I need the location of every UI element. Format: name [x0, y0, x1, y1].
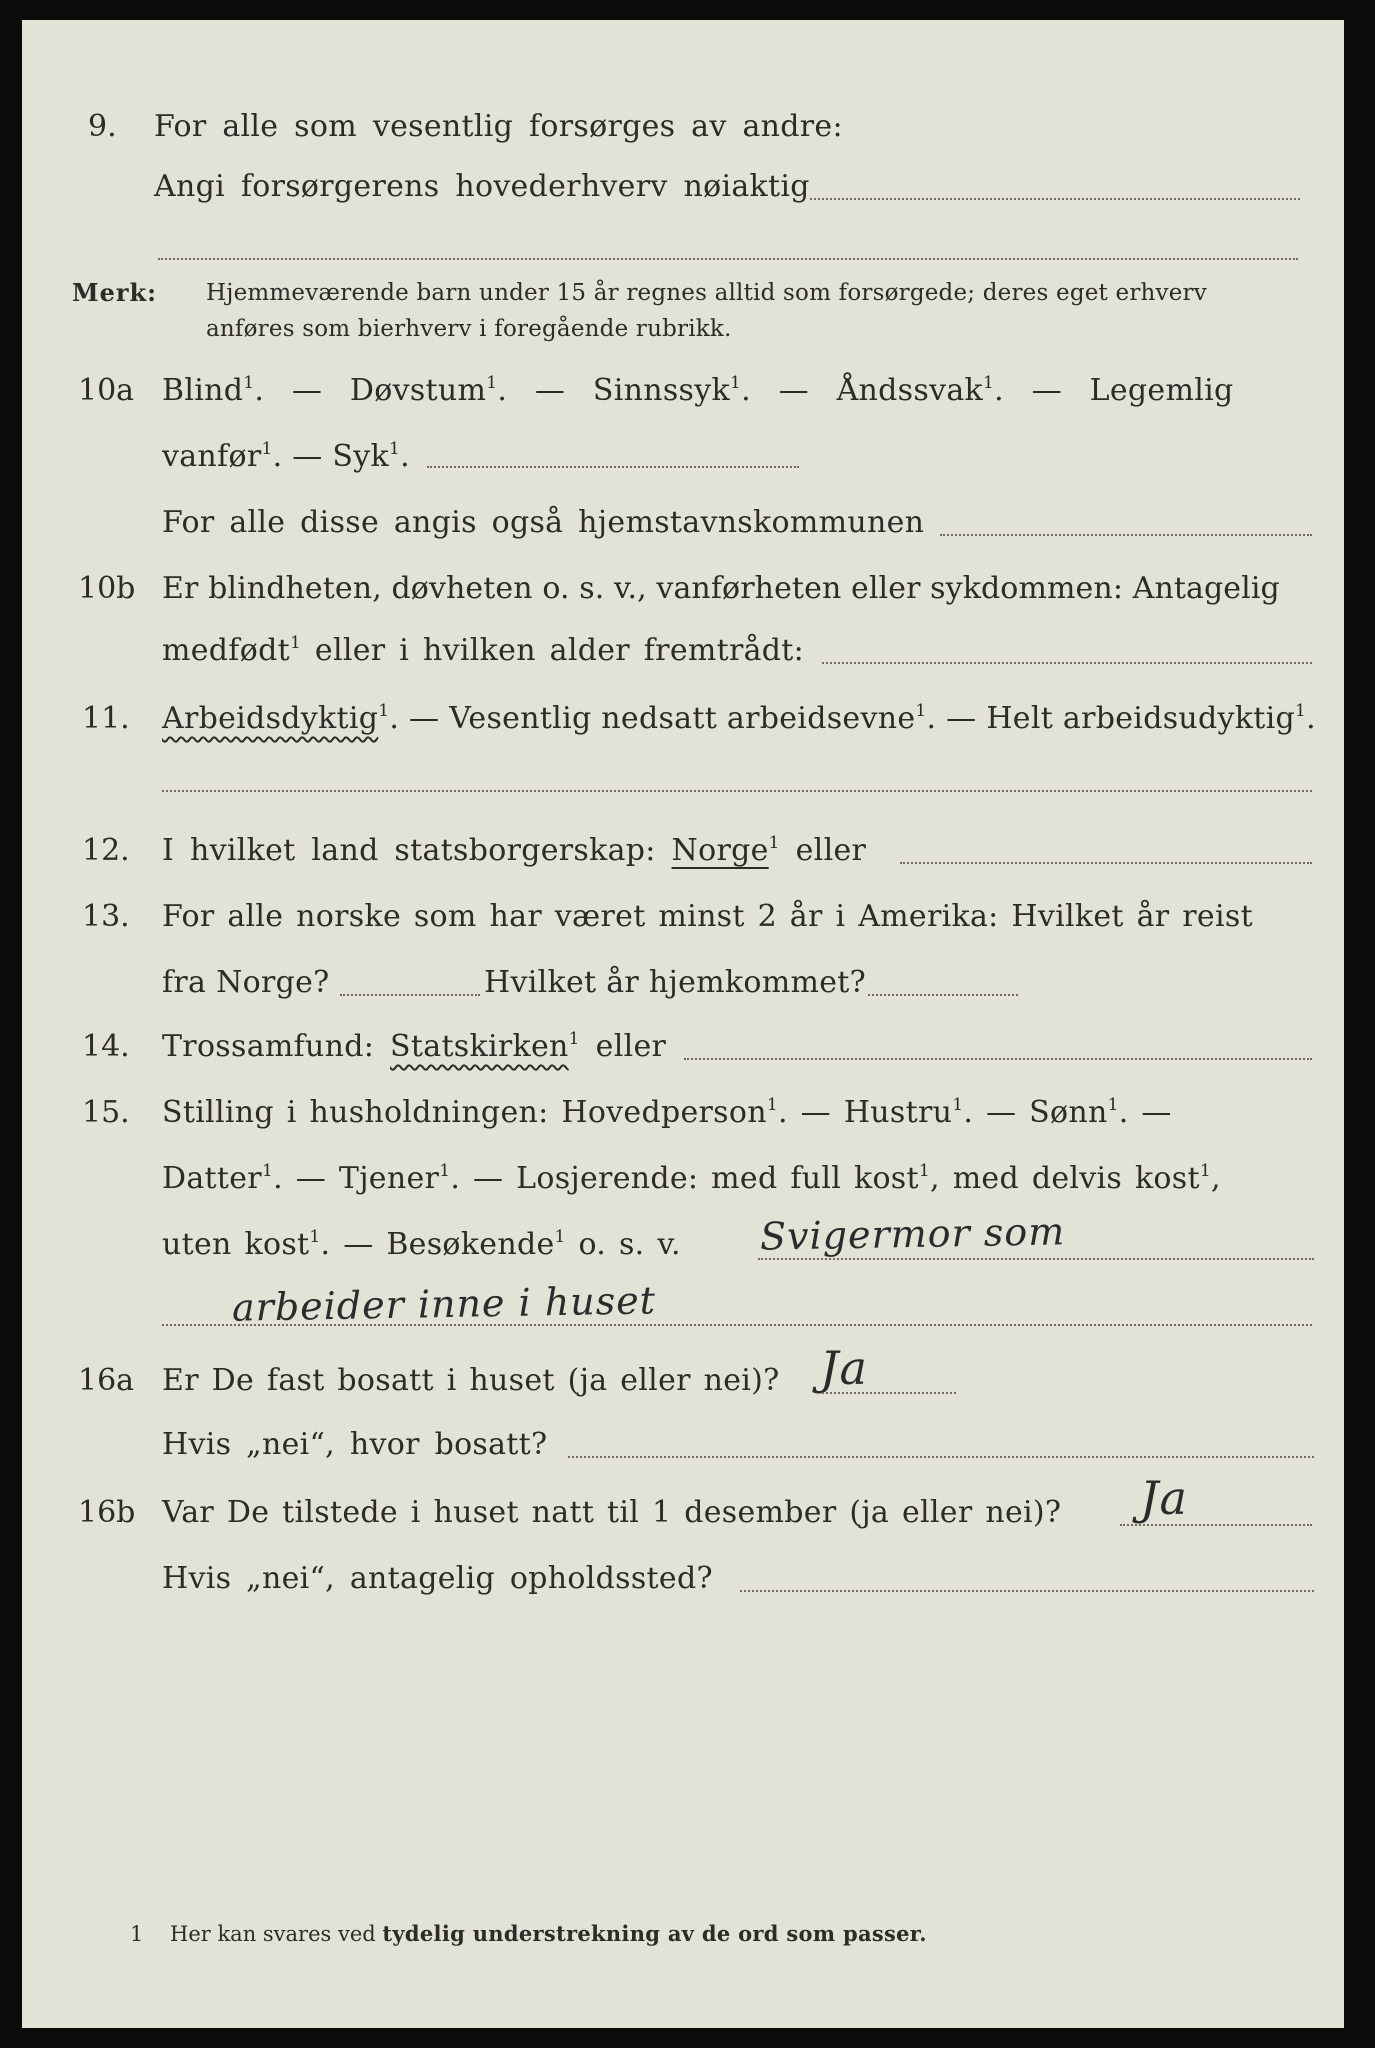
- q15-line2: Datter$^1$. — Tjener$^1$. — Losjerende: med full kost$^1$, med delvis kost$^1$,: [162, 1161, 1221, 1196]
- q9-answer-field[interactable]: [810, 198, 1300, 200]
- q13-line1: For alle norske som har været minst 2 år i Amerika: Hvilket år reist: [162, 899, 1253, 934]
- q14-answer-field[interactable]: [684, 1058, 1312, 1060]
- q16a-number: 16a: [78, 1363, 135, 1398]
- q16b-line2: Hvis „nei“, antagelig opholdssted?: [162, 1561, 713, 1596]
- q16a-handwritten-answer: Ja: [820, 1341, 868, 1395]
- q16b-handwritten-answer: Ja: [1140, 1471, 1188, 1525]
- option-andssvak[interactable]: Åndssvak: [836, 373, 983, 408]
- option-statskirken[interactable]: Statskirken: [390, 1029, 569, 1064]
- merk-label: Merk:: [72, 278, 157, 307]
- q10b-line2: medfødt$^1$ eller i hvilken alder fremtrådt:: [162, 633, 805, 668]
- q16a-bosatt-field[interactable]: [568, 1456, 1314, 1458]
- option-vanfor[interactable]: vanfør: [162, 439, 262, 474]
- q13-fra-norge: fra Norge?: [162, 965, 330, 1000]
- option-dovstum[interactable]: Døvstum: [349, 373, 487, 408]
- option-losjerende-full[interactable]: Losjerende: med full kost: [516, 1161, 919, 1196]
- q16a-line2: Hvis „nei“, hvor bosatt?: [162, 1427, 548, 1462]
- q12-answer-field[interactable]: [900, 862, 1312, 864]
- q11-answer-field[interactable]: [162, 790, 1312, 792]
- q12-line: I hvilket land statsborgerskap: Norge$^1$ eller: [162, 833, 867, 868]
- q16b-answer-field[interactable]: [1120, 1524, 1312, 1526]
- q16a-line1: Er De fast bosatt i huset (ja eller nei)?: [162, 1363, 780, 1398]
- q10a-syk-field[interactable]: [427, 466, 799, 468]
- q13-hjemkommet-field[interactable]: [868, 994, 1018, 996]
- option-tjener[interactable]: Tjener: [338, 1161, 440, 1196]
- q13-hjemkommet: Hvilket år hjemkommet?: [484, 965, 867, 1000]
- footnote-text: Her kan svares ved tydelig understrekning av de ord som passer.: [170, 1921, 927, 1946]
- census-form-page: [22, 20, 1344, 2028]
- option-blind[interactable]: Blind: [162, 373, 244, 408]
- option-hovedperson[interactable]: Stilling i husholdningen: Hovedperson: [162, 1095, 767, 1130]
- option-hustru[interactable]: Hustru: [843, 1095, 953, 1130]
- q16b-number: 16b: [78, 1495, 136, 1530]
- option-syk[interactable]: Syk: [332, 439, 389, 474]
- q15-handwritten-answer-1: Svigermor som: [759, 1209, 1066, 1259]
- q15-answer-field-2[interactable]: [162, 1324, 1312, 1326]
- q12-number: 12.: [82, 833, 130, 868]
- option-sonn[interactable]: Sønn: [1029, 1095, 1108, 1130]
- q9-line2: Angi forsørgerens hovederhverv nøiaktig: [154, 169, 810, 204]
- option-nedsatt[interactable]: Vesentlig nedsatt arbeidsevne: [449, 701, 916, 736]
- q13-number: 13.: [82, 899, 130, 934]
- q10a-line1: Blind$^1$. — Døvstum$^1$. — Sinnssyk$^1$. — Åndssvak$^1$. — Legemlig: [162, 373, 1234, 408]
- q15-handwritten-answer-2: arbeider inne i huset: [231, 1278, 657, 1330]
- q14-line: Trossamfund: Statskirken$^1$ eller: [162, 1029, 667, 1064]
- footnote-mark: 1: [130, 1922, 144, 1946]
- option-uten-kost[interactable]: uten kost: [162, 1227, 310, 1262]
- q9-answer-field-2[interactable]: [158, 258, 1298, 260]
- q10b-alder-field[interactable]: [822, 662, 1312, 664]
- q10a-line3: For alle disse angis også hjemstavnskommunen: [162, 505, 925, 540]
- q10a-number: 10a: [78, 373, 135, 408]
- q11-number: 11.: [82, 701, 130, 736]
- q15-line3: uten kost$^1$. — Besøkende$^1$ o. s. v.: [162, 1227, 681, 1262]
- q10a-line2: vanfør$^1$. — Syk$^1$.: [162, 439, 410, 474]
- q13-reist-field[interactable]: [340, 994, 480, 996]
- option-datter[interactable]: Datter: [162, 1161, 262, 1196]
- q15-number: 15.: [82, 1095, 130, 1130]
- q10b-number: 10b: [78, 571, 136, 606]
- option-sinnssyk[interactable]: Sinnssyk: [592, 373, 730, 408]
- q10b-line1: Er blindheten, døvheten o. s. v., vanførheten eller sykdommen: Antagelig: [162, 571, 1280, 606]
- q15-answer-field[interactable]: [758, 1258, 1314, 1260]
- option-norge[interactable]: Norge: [671, 833, 769, 868]
- q9-line1: For alle som vesentlig forsørges av andre:: [154, 109, 843, 144]
- q16b-opholdssted-field[interactable]: [740, 1590, 1314, 1592]
- q15-line1: Stilling i husholdningen: Hovedperson$^1$. — Hustru$^1$. — Sønn$^1$. —: [162, 1095, 1172, 1130]
- option-medfodt[interactable]: medfødt: [162, 633, 290, 668]
- q9-number: 9.: [88, 109, 117, 144]
- option-besokende[interactable]: Besøkende: [386, 1227, 555, 1262]
- option-delvis-kost[interactable]: med delvis kost: [952, 1161, 1200, 1196]
- merk-line1: Hjemmeværende barn under 15 år regnes alltid som forsørgede; deres eget erhverv: [206, 280, 1207, 306]
- merk-line2: anføres som bierhverv i foregående rubrikk.: [206, 316, 732, 342]
- q10a-hjemstavn-field[interactable]: [940, 534, 1312, 536]
- option-legemlig[interactable]: Legemlig: [1089, 373, 1234, 408]
- q16a-answer-field[interactable]: [822, 1392, 956, 1394]
- q14-number: 14.: [82, 1029, 130, 1064]
- option-udyktig[interactable]: Helt arbeidsudyktig: [986, 701, 1296, 736]
- q16b-line1: Var De tilstede i huset natt til 1 desember (ja eller nei)?: [162, 1495, 1062, 1530]
- option-arbeidsdyktig[interactable]: Arbeidsdyktig: [162, 701, 379, 736]
- q11-line1: Arbeidsdyktig$^1$. — Vesentlig nedsatt arbeidsevne$^1$. — Helt arbeidsudyktig$^1$.: [162, 701, 1316, 736]
